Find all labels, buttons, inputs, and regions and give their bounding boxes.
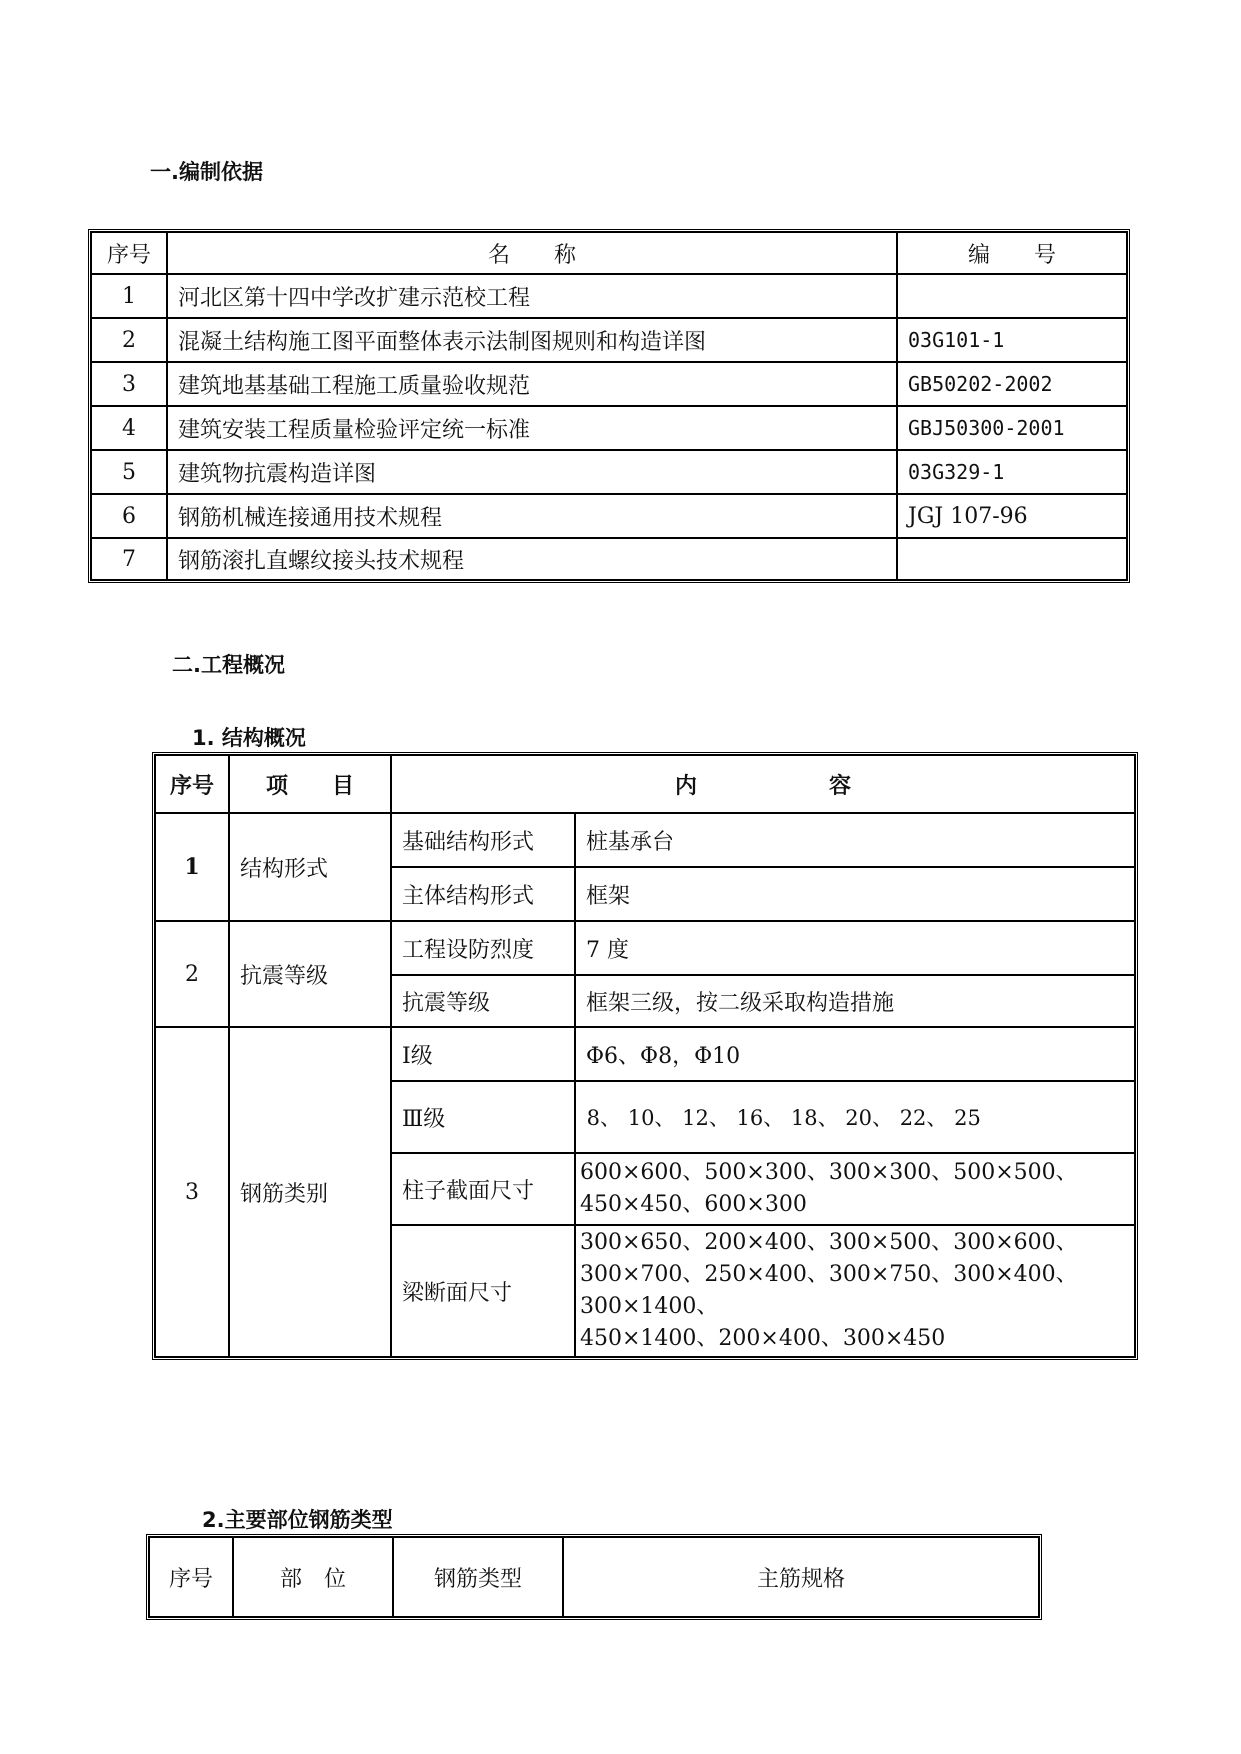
group-item: 抗震等级: [229, 921, 391, 1027]
col-header-item: 项 目: [229, 755, 391, 813]
row-name: 混凝土结构施工图平面整体表示法制图规则和构造详图: [167, 318, 897, 362]
row-value: 框架三级，按二级采取构造措施: [575, 975, 1135, 1027]
table-row: [155, 1027, 1135, 1081]
group-no: 1: [155, 813, 229, 921]
row-value: 框架: [575, 867, 1135, 921]
row-value: 桩基承台: [575, 813, 1135, 867]
row-code: [897, 274, 1127, 318]
section2-heading: 二.工程概况: [172, 653, 285, 677]
table-row: [155, 921, 1135, 975]
col-header-part: 部 位: [233, 1537, 393, 1617]
row-label: Ⅰ级: [391, 1027, 575, 1081]
row-code: [897, 538, 1127, 580]
row-no: 4: [91, 406, 167, 450]
table-row: [91, 494, 1127, 538]
col-header-content: 内 容: [391, 755, 1135, 813]
row-label: 抗震等级: [391, 975, 575, 1027]
table-row: [91, 538, 1127, 580]
table-row: [91, 406, 1127, 450]
table-row: [91, 274, 1127, 318]
row-value: Φ6、Φ8，Φ10: [575, 1027, 1135, 1081]
row-label: 梁断面尺寸: [391, 1225, 575, 1357]
row-code: JGJ 107-96: [897, 494, 1127, 538]
row-label: 工程设防烈度: [391, 921, 575, 975]
group-item: 结构形式: [229, 813, 391, 921]
row-code: 03G101-1: [897, 318, 1127, 362]
row-label: 柱子截面尺寸: [391, 1153, 575, 1225]
row-label: Ⅲ级: [391, 1081, 575, 1153]
row-no: 5: [91, 450, 167, 494]
row-value: 8、 10、 12、 16、 18、 20、 22、 25: [575, 1081, 1135, 1153]
row-value: 7 度: [575, 921, 1135, 975]
row-no: 3: [91, 362, 167, 406]
basis-table-header: [91, 232, 1127, 274]
row-name: 钢筋机械连接通用技术规程: [167, 494, 897, 538]
structure-table-header: [155, 755, 1135, 813]
row-name: 建筑安装工程质量检验评定统一标准: [167, 406, 897, 450]
table-row: [91, 362, 1127, 406]
group-item: 钢筋类别: [229, 1027, 391, 1357]
col-header-name: 名 称: [167, 232, 897, 274]
row-code: GBJ50300-2001: [897, 406, 1127, 450]
row-label: 基础结构形式: [391, 813, 575, 867]
table-row: [155, 813, 1135, 867]
row-name: 建筑物抗震构造详图: [167, 450, 897, 494]
structure-table: [152, 752, 1138, 1360]
row-value: 600×600、500×300、300×300、500×500、450×450、600×300: [575, 1153, 1135, 1225]
group-no: 2: [155, 921, 229, 1027]
col-header-spec: 主筋规格: [563, 1537, 1039, 1617]
col-header-code: 编 号: [897, 232, 1127, 274]
basis-table: [88, 229, 1130, 583]
rebar-table-header: [149, 1537, 1039, 1617]
col-header-no: 序号: [91, 232, 167, 274]
table-row: [91, 318, 1127, 362]
rebar-table: [146, 1534, 1042, 1620]
table-row: [91, 450, 1127, 494]
row-value: 300×650、200×400、300×500、300×600、300×700、250×400、300×750、300×400、300×1400、: [580, 1230, 1078, 1319]
col-header-type: 钢筋类型: [393, 1537, 563, 1617]
section1-heading: 一.编制依据: [150, 160, 263, 184]
row-name: 钢筋滚扎直螺纹接头技术规程: [167, 538, 897, 580]
row-no: 2: [91, 318, 167, 362]
row-code: 03G329-1: [897, 450, 1127, 494]
col-header-no: 序号: [155, 755, 229, 813]
row-label: 主体结构形式: [391, 867, 575, 921]
row-no: 7: [91, 538, 167, 580]
row-code: GB50202-2002: [897, 362, 1127, 406]
row-name: 河北区第十四中学改扩建示范校工程: [167, 274, 897, 318]
row-no: 6: [91, 494, 167, 538]
group-no: 3: [155, 1027, 229, 1357]
sub2-heading: 2.主要部位钢筋类型: [202, 1508, 393, 1532]
col-header-no: 序号: [149, 1537, 233, 1617]
row-no: 1: [91, 274, 167, 318]
row-value-line2: 450×1400、200×400、300×450: [580, 1326, 946, 1351]
row-value-cell: [575, 1225, 1135, 1357]
row-name: 建筑地基基础工程施工质量验收规范: [167, 362, 897, 406]
sub1-heading: 1. 结构概况: [192, 726, 306, 750]
